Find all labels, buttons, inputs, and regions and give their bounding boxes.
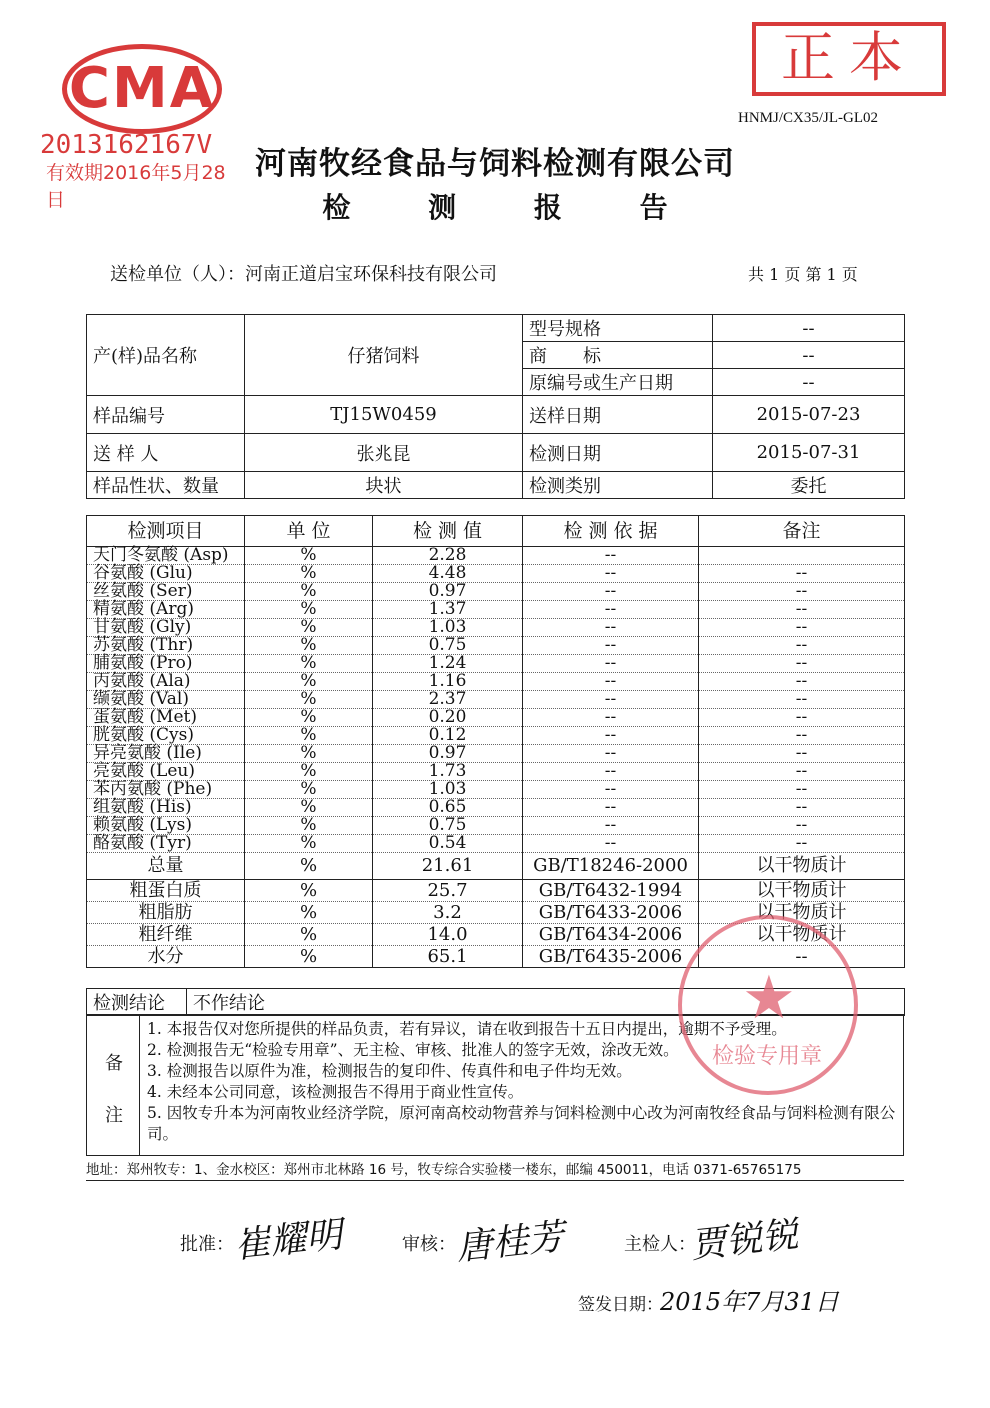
result-note: -- (699, 799, 905, 817)
result-note: 以干物质计 (699, 880, 905, 902)
amino-acid-row (87, 565, 905, 583)
result-item: 粗纤维 (87, 924, 245, 946)
doc-code: HNMJ/CX35/JL-GL02 (738, 110, 879, 126)
seal-text: 检验专用章 (712, 1044, 823, 1069)
result-basis: -- (523, 835, 699, 853)
amino-acid-row (87, 799, 905, 817)
review-label: 审核： (402, 1234, 456, 1255)
result-unit: % (245, 781, 373, 799)
result-item: 谷氨酸 (Glu) (87, 565, 245, 583)
result-unit: % (245, 601, 373, 619)
result-basis: -- (523, 565, 699, 583)
report-title: 检 测 报 告 (322, 191, 702, 224)
result-note: -- (699, 601, 905, 619)
result-value: 14.0 (373, 924, 523, 946)
info-table (86, 314, 905, 499)
notes-label (87, 1015, 140, 1155)
cma-number: 2013162167V (40, 130, 213, 160)
result-unit: % (245, 853, 373, 880)
result-value: 0.97 (373, 583, 523, 601)
inspector-label: 主检人： (624, 1234, 696, 1255)
result-value: 1.37 (373, 601, 523, 619)
result-unit: % (245, 817, 373, 835)
result-value: 0.12 (373, 727, 523, 745)
result-item: 亮氨酸 (Leu) (87, 763, 245, 781)
result-item: 苏氨酸 (Thr) (87, 637, 245, 655)
header-basis: 检 测 依 据 (523, 516, 699, 547)
result-value: 21.61 (373, 853, 523, 880)
amino-acid-row (87, 835, 905, 853)
result-note: -- (699, 946, 905, 968)
result-unit: % (245, 763, 373, 781)
amino-acid-row (87, 781, 905, 799)
brand-label: 商 标 (523, 342, 713, 369)
test-date: 2015-07-31 (713, 434, 905, 472)
result-note: -- (699, 637, 905, 655)
result-value: 0.20 (373, 709, 523, 727)
sample-no: TJ15W0459 (245, 396, 523, 434)
model-label: 型号规格 (523, 315, 713, 342)
result-value: 1.73 (373, 763, 523, 781)
result-item: 水分 (87, 946, 245, 968)
result-unit: % (245, 691, 373, 709)
result-basis: -- (523, 799, 699, 817)
issue-date-handwritten: 2015年7月31日 (660, 1288, 839, 1316)
result-note (699, 547, 905, 565)
address: 地址：郑州牧专：1、金水校区：郑州市北林路 16 号，牧专综合实验楼一楼东，邮编 450011，电话 0371-65765175 (86, 1158, 904, 1181)
sender: 张兆昆 (245, 434, 523, 472)
result-item: 精氨酸 (Arg) (87, 601, 245, 619)
result-value: 0.54 (373, 835, 523, 853)
note-item: 4. 未经本公司同意，该检测报告不得用于商业性宣传。 (147, 1083, 524, 1101)
note-item: 1. 本报告仅对您所提供的样品负责，若有异议，请在收到报告十五日内提出，逾期不予受理。 (147, 1020, 787, 1038)
proximate-row (87, 880, 905, 902)
result-value: 0.75 (373, 637, 523, 655)
result-value: 2.37 (373, 691, 523, 709)
result-unit: % (245, 745, 373, 763)
inspector-signature: 贾锐锐 (688, 1214, 801, 1267)
product-name: 仔猪饲料 (245, 315, 523, 396)
state: 块状 (245, 472, 523, 499)
result-value: 25.7 (373, 880, 523, 902)
sample-no-label: 样品编号 (87, 396, 245, 434)
result-item: 脯氨酸 (Pro) (87, 655, 245, 673)
orig-no-label: 原编号或生产日期 (523, 369, 713, 396)
test-date-label: 检测日期 (523, 434, 713, 472)
result-basis: -- (523, 601, 699, 619)
company-title: 河南牧经食品与饲料检测有限公司 (255, 146, 735, 182)
result-note: 以干物质计 (699, 853, 905, 880)
result-basis: GB/T6433-2006 (523, 902, 699, 924)
test-type-label: 检测类别 (523, 472, 713, 499)
result-note: -- (699, 727, 905, 745)
cma-logo: CMA (68, 56, 216, 121)
page-info: 共 1 页 第 1 页 (748, 265, 858, 284)
result-basis: -- (523, 763, 699, 781)
result-basis: -- (523, 727, 699, 745)
result-basis: GB/T6435-2006 (523, 946, 699, 968)
amino-acid-row (87, 709, 905, 727)
result-note: -- (699, 655, 905, 673)
result-item: 酪氨酸 (Tyr) (87, 835, 245, 853)
result-basis: -- (523, 709, 699, 727)
issue-date-label: 签发日期： (578, 1295, 663, 1315)
amino-acid-row (87, 673, 905, 691)
result-item: 缬氨酸 (Val) (87, 691, 245, 709)
result-item: 粗脂肪 (87, 902, 245, 924)
result-unit: % (245, 835, 373, 853)
sender-label: 送 样 人 (87, 434, 245, 472)
result-note: 以干物质计 (699, 902, 905, 924)
conclusion-value: 不作结论 (187, 989, 905, 1016)
result-item: 丙氨酸 (Ala) (87, 673, 245, 691)
result-value: 1.16 (373, 673, 523, 691)
result-note: -- (699, 691, 905, 709)
amino-acid-row (87, 763, 905, 781)
result-value: 1.03 (373, 619, 523, 637)
total-row (87, 853, 905, 880)
result-unit: % (245, 619, 373, 637)
amino-acid-row (87, 547, 905, 565)
seal-star-icon: ★ (742, 963, 796, 1033)
result-item: 苯丙氨酸 (Phe) (87, 781, 245, 799)
result-value: 4.48 (373, 565, 523, 583)
test-type: 委托 (713, 472, 905, 499)
result-note: -- (699, 835, 905, 853)
result-basis: -- (523, 637, 699, 655)
result-note: -- (699, 673, 905, 691)
send-date-label: 送样日期 (523, 396, 713, 434)
result-unit: % (245, 547, 373, 565)
result-basis: -- (523, 691, 699, 709)
result-note: -- (699, 709, 905, 727)
result-unit: % (245, 946, 373, 968)
note-item: 2. 检测报告无“检验专用章”、无主检、审核、批准人的签字无效，涂改无效。 (147, 1041, 679, 1059)
header-unit: 单 位 (245, 516, 373, 547)
note-item: 5. 因牧专升本为河南牧业经济学院，原河南高校动物营养与饲料检测中心改为河南牧经食品与饲料检测有限公司。 (147, 1104, 896, 1143)
result-item: 赖氨酸 (Lys) (87, 817, 245, 835)
result-item: 组氨酸 (His) (87, 799, 245, 817)
result-unit: % (245, 880, 373, 902)
amino-acid-row (87, 637, 905, 655)
state-label: 样品性状、数量 (87, 472, 245, 499)
result-unit: % (245, 799, 373, 817)
amino-acid-row (87, 727, 905, 745)
result-basis: GB/T6434-2006 (523, 924, 699, 946)
amino-acid-row (87, 817, 905, 835)
orig-no-value: -- (713, 369, 905, 396)
result-basis: -- (523, 781, 699, 799)
results-table (86, 515, 905, 968)
conclusion-label: 检测结论 (87, 989, 187, 1016)
result-value: 1.24 (373, 655, 523, 673)
notes-label-1: 备 (105, 1053, 123, 1074)
result-value: 0.97 (373, 745, 523, 763)
result-item: 天门冬氨酸 (Asp) (87, 547, 245, 565)
header-item: 检测项目 (87, 516, 245, 547)
client-line: 送检单位（人）：河南正道启宝环保科技有限公司 (110, 264, 497, 285)
result-unit: % (245, 565, 373, 583)
approve-label: 批准： (180, 1234, 234, 1255)
result-value: 1.03 (373, 781, 523, 799)
inspection-seal (678, 915, 858, 1095)
result-unit: % (245, 655, 373, 673)
result-item: 甘氨酸 (Gly) (87, 619, 245, 637)
result-unit: % (245, 673, 373, 691)
result-note: -- (699, 583, 905, 601)
product-name-label: 产(样)品名称 (87, 315, 245, 396)
result-item: 丝氨酸 (Ser) (87, 583, 245, 601)
result-unit: % (245, 902, 373, 924)
result-item: 异亮氨酸 (Ile) (87, 745, 245, 763)
result-value: 0.75 (373, 817, 523, 835)
result-note: -- (699, 763, 905, 781)
result-note: -- (699, 781, 905, 799)
result-unit: % (245, 727, 373, 745)
result-item: 蛋氨酸 (Met) (87, 709, 245, 727)
note-item: 3. 检测报告以原件为准，检测报告的复印件、传真件和电子件均无效。 (147, 1062, 632, 1080)
result-item: 粗蛋白质 (87, 880, 245, 902)
result-value: 2.28 (373, 547, 523, 565)
result-note: -- (699, 745, 905, 763)
amino-acid-row (87, 691, 905, 709)
result-unit: % (245, 637, 373, 655)
result-item: 总量 (87, 853, 245, 880)
amino-acid-row (87, 655, 905, 673)
result-note: -- (699, 619, 905, 637)
result-basis: -- (523, 619, 699, 637)
original-stamp: 正本 (752, 22, 946, 96)
brand-value: -- (713, 342, 905, 369)
result-note: -- (699, 817, 905, 835)
review-signature: 唐桂芳 (454, 1216, 567, 1269)
result-basis: GB/T6432-1994 (523, 880, 699, 902)
result-value: 0.65 (373, 799, 523, 817)
result-basis: -- (523, 673, 699, 691)
amino-acid-row (87, 601, 905, 619)
result-value: 65.1 (373, 946, 523, 968)
result-basis: -- (523, 817, 699, 835)
result-basis: -- (523, 583, 699, 601)
result-note: 以干物质计 (699, 924, 905, 946)
notes-label-2: 注 (105, 1105, 123, 1126)
amino-acid-row (87, 619, 905, 637)
result-unit: % (245, 709, 373, 727)
result-note: -- (699, 565, 905, 583)
results-header-row (87, 516, 905, 547)
result-basis: -- (523, 745, 699, 763)
approve-signature: 崔耀明 (232, 1214, 345, 1267)
result-item: 胱氨酸 (Cys) (87, 727, 245, 745)
cma-valid-date: 有效期2016年5月28日 (46, 162, 226, 211)
result-basis: -- (523, 655, 699, 673)
result-value: 3.2 (373, 902, 523, 924)
model-value: -- (713, 315, 905, 342)
result-basis: GB/T18246-2000 (523, 853, 699, 880)
amino-acid-row (87, 745, 905, 763)
result-basis: -- (523, 547, 699, 565)
header-note: 备注 (699, 516, 905, 547)
send-date: 2015-07-23 (713, 396, 905, 434)
result-unit: % (245, 924, 373, 946)
amino-acid-row (87, 583, 905, 601)
header-value: 检 测 值 (373, 516, 523, 547)
result-unit: % (245, 583, 373, 601)
